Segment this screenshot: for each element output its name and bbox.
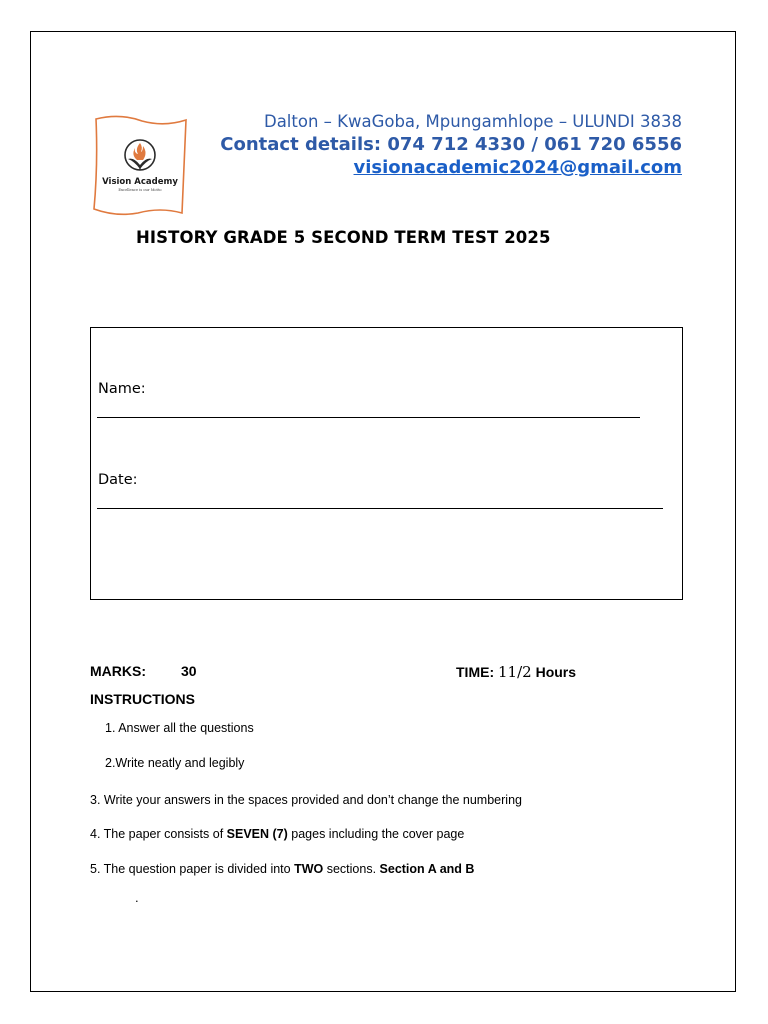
marks-label: MARKS: (90, 663, 146, 679)
trailing-dot: . (135, 890, 139, 905)
time-value: 11/2 (498, 663, 532, 681)
address-line: Dalton – KwaGoba, Mpungamhlope – ULUNDI 3838 (263, 112, 682, 131)
instruction-5-count: TWO (294, 862, 324, 876)
instructions-heading: INSTRUCTIONS (90, 691, 195, 707)
instruction-4-text: 4. The paper consists of (90, 827, 227, 841)
logo-tagline: Excellence is our Motto (118, 188, 162, 192)
name-label: Name: (98, 381, 146, 397)
instruction-3: 3. Write your answers in the spaces provided and don’t change the numbering (90, 793, 522, 807)
instruction-5 (90, 862, 474, 876)
instruction-5-sections: Section A and B (379, 862, 475, 876)
time-info (456, 663, 576, 681)
instruction-5-mid: sections. (323, 862, 380, 876)
instruction-4-rest: pages including the cover page (287, 827, 465, 841)
instruction-5-text: 5. The question paper is divided into (90, 862, 295, 876)
instruction-1: 1. Answer all the questions (105, 721, 254, 735)
contact-details: Contact details: 074 712 4330 / 061 720 6556 (220, 134, 682, 155)
instruction-4-pages: SEVEN (7) (226, 827, 288, 841)
vision-academy-logo (90, 113, 190, 218)
marks-value: 30 (181, 663, 197, 679)
instruction-2: 2.Write neatly and legibly (105, 756, 245, 770)
date-field[interactable] (97, 508, 663, 509)
email-link[interactable]: visionacademic2024@gmail.com (353, 157, 682, 178)
name-field[interactable] (97, 417, 640, 418)
time-prefix: TIME: (456, 664, 498, 680)
logo-flag-icon (90, 113, 190, 218)
student-info-box (90, 327, 683, 600)
logo-name: Vision Academy (102, 177, 178, 187)
time-suffix: Hours (531, 664, 577, 680)
instruction-4 (90, 827, 464, 841)
date-label: Date: (98, 472, 138, 488)
test-title: HISTORY GRADE 5 SECOND TERM TEST 2025 (136, 228, 551, 247)
